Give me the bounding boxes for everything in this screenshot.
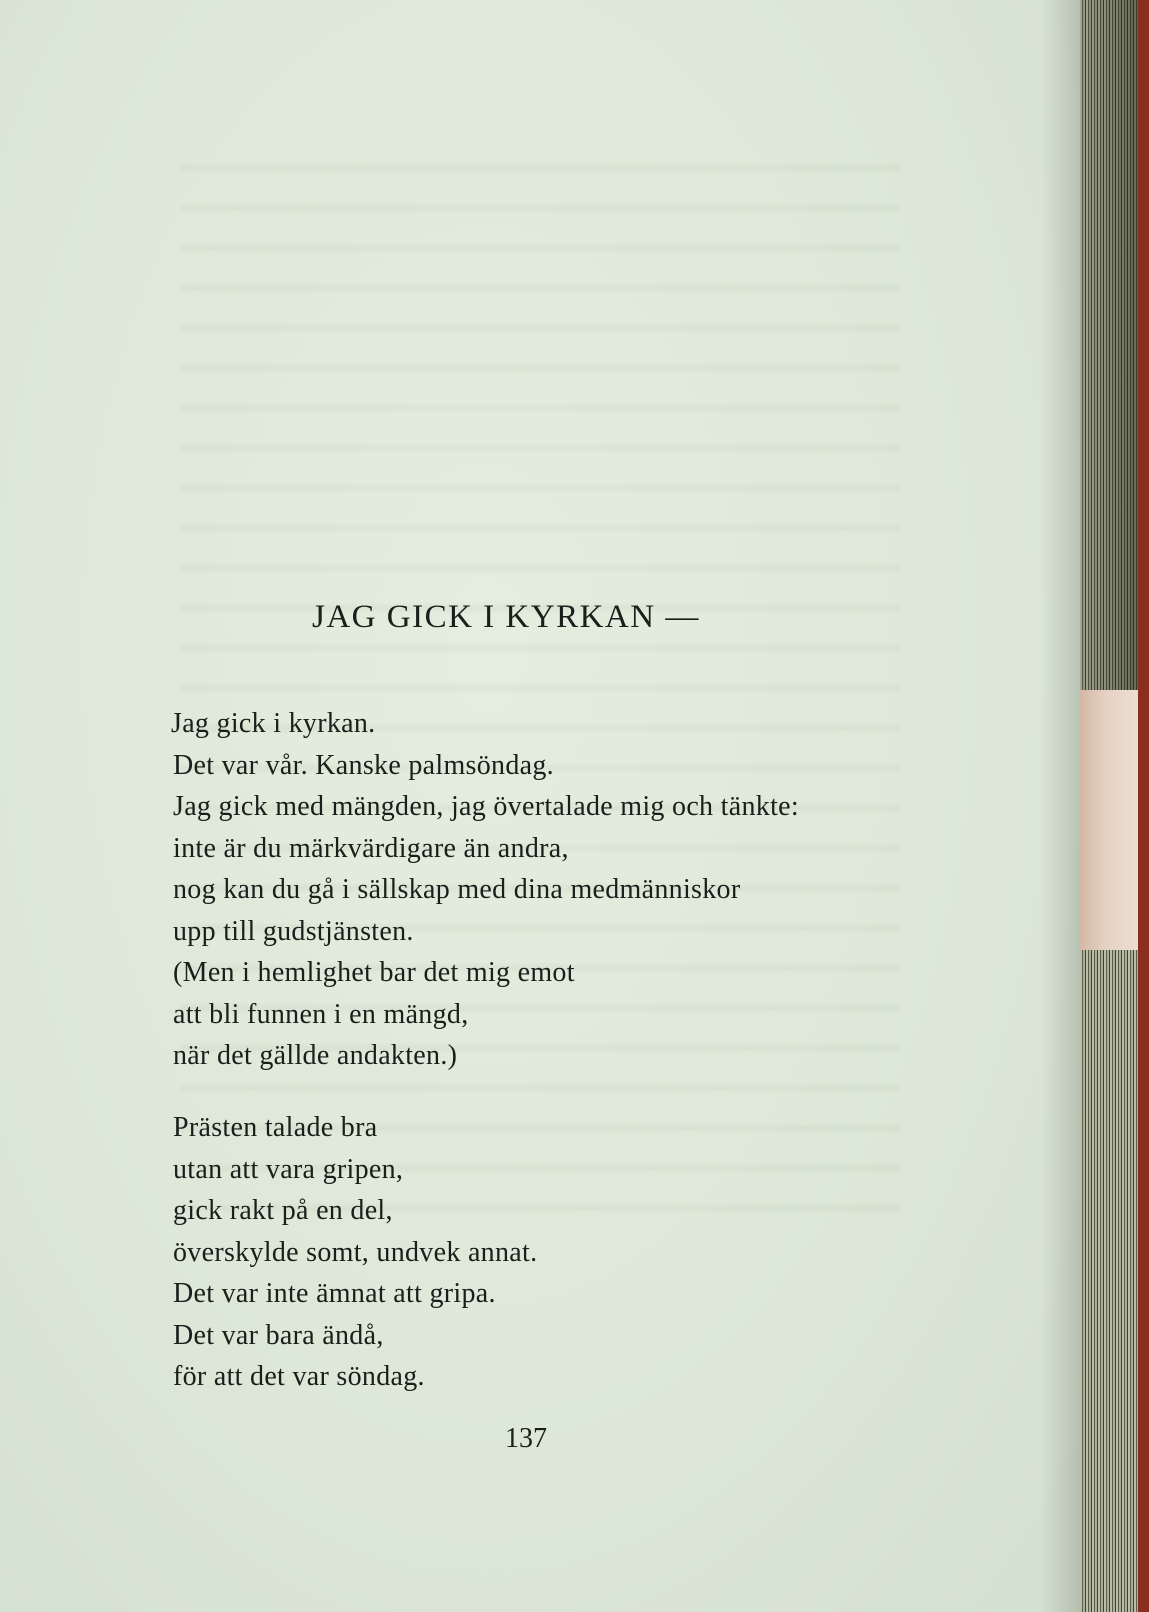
- poem-line: Det var inte ämnat att gripa.: [173, 1278, 496, 1309]
- poem-line: (Men i hemlighet bar det mig emot: [173, 957, 575, 988]
- poem-line: upp till gudstjänsten.: [173, 915, 414, 947]
- page-number: 137: [505, 1423, 547, 1454]
- poem-line: när det gällde andakten.): [173, 1040, 458, 1071]
- gutter-shadow: [1040, 0, 1080, 1612]
- poem-line: gick rakt på en del,: [173, 1195, 393, 1226]
- poem-line: att bli funnen i en mängd,: [173, 998, 469, 1030]
- poem-line: nog kan du gå i sällskap med dina medmänniskor: [173, 874, 741, 905]
- poem-line: Jag gick i kyrkan.: [171, 708, 376, 739]
- stanza: [173, 1107, 537, 1398]
- poem-title: JAG GICK I KYRKAN —: [312, 599, 700, 635]
- book-cover-edge: [1138, 0, 1149, 1612]
- stanza: [173, 703, 799, 1077]
- poem-line: utan att vara gripen,: [173, 1153, 404, 1185]
- poem-line: inte är du märkvärdigare än andra,: [173, 832, 569, 864]
- poem-line: Det var bara ändå,: [173, 1319, 384, 1351]
- poem-line: överskylde somt, undvek annat.: [173, 1236, 538, 1268]
- poem-line: Det var vår. Kanske palmsöndag.: [173, 749, 554, 781]
- poem-line: för att det var söndag.: [173, 1361, 425, 1392]
- poem-line: Prästen talade bra: [173, 1112, 378, 1143]
- poem-line: Jag gick med mängden, jag övertalade mig och tänkte:: [173, 791, 799, 822]
